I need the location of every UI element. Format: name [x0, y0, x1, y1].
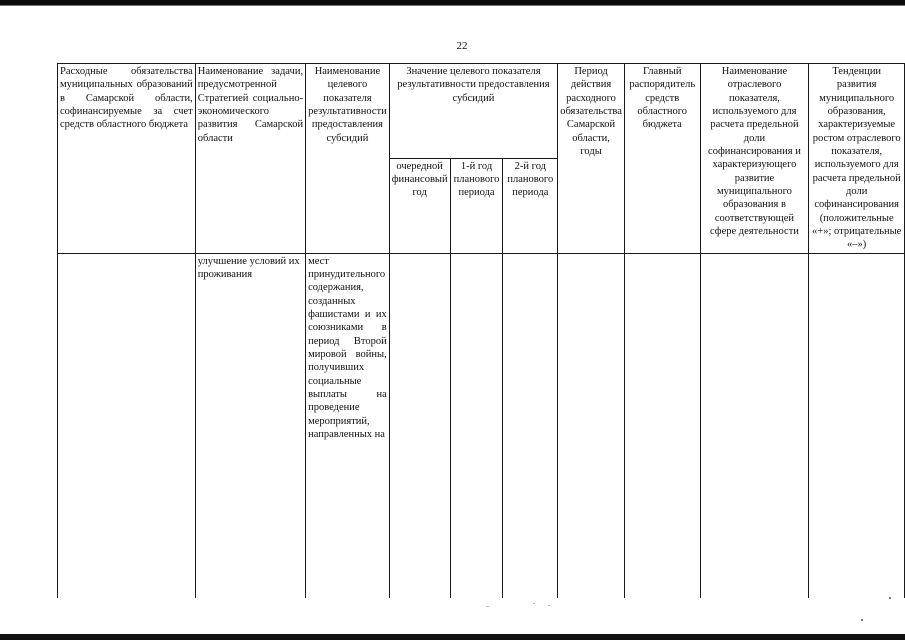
header-expense-obligations: Расходные обязательства муниципальных образований в Самарской области, софинансируемые за счет средств областного бюджета: [58, 64, 196, 254]
cell-planning-year-1: [450, 253, 503, 598]
cell-obligation-period: [558, 253, 625, 598]
page-number: 22: [456, 40, 468, 52]
scan-speck: [861, 619, 863, 621]
cell-planning-year-2: [503, 253, 558, 598]
scan-noise: [486, 606, 489, 607]
table-row: [58, 253, 905, 598]
header-sector-indicator-name: Наименование отраслевого показателя, используемого для расчета предельной доли софинансирования и характеризующего развитие муниципального образования в соответствующей сфере деятельности: [700, 64, 809, 254]
scan-edge-top-line: [0, 5, 905, 6]
cell-target-indicator-name: мест принудительного содержания, созданных фашистами и их союзниками в период Второй мировой войны, получивших социальные выплаты на проведение мероприятий, направленных на: [306, 253, 390, 598]
scan-edge-bottom: [0, 634, 905, 640]
header-planning-year-1: 1-й год планового периода: [450, 158, 503, 253]
cell-development-trends: [809, 253, 905, 598]
header-obligation-period: Период действия расходного обязательства Самарской области, годы: [558, 64, 625, 254]
scan-noise: [548, 605, 550, 606]
header-planning-year-2: 2-й год планового периода: [503, 158, 558, 253]
cell-expense-obligations: [58, 253, 196, 598]
header-task-name: Наименование задачи, предусмотренной Стратегией социально-экономического развития Самарской области: [195, 64, 305, 254]
header-row-top: [58, 64, 905, 159]
header-current-fiscal-year: очередной финансовый год: [389, 158, 450, 253]
cell-current-fiscal-year: [389, 253, 450, 598]
cell-chief-administrator: [624, 253, 700, 598]
header-chief-administrator: Главный распорядитель средств областного бюджета: [624, 64, 700, 254]
header-development-trends: Тенденции развития муниципального образования, характеризуемые ростом отраслевого показателя, используемого для расчета предельной доли софинансирования (положительные «+»; отрицательные «–»): [809, 64, 905, 254]
header-target-indicator-name: Наименование целевого показателя результативности предоставления субсидий: [306, 64, 390, 254]
cell-sector-indicator-name: [700, 253, 809, 598]
scan-noise: [533, 603, 535, 604]
header-indicator-value-group: Значение целевого показателя результативности предоставления субсидий: [389, 64, 557, 159]
scan-speck: [889, 597, 891, 599]
subsidy-indicators-table: [57, 63, 905, 598]
cell-task-name: улучшение условий их проживания: [195, 253, 305, 598]
